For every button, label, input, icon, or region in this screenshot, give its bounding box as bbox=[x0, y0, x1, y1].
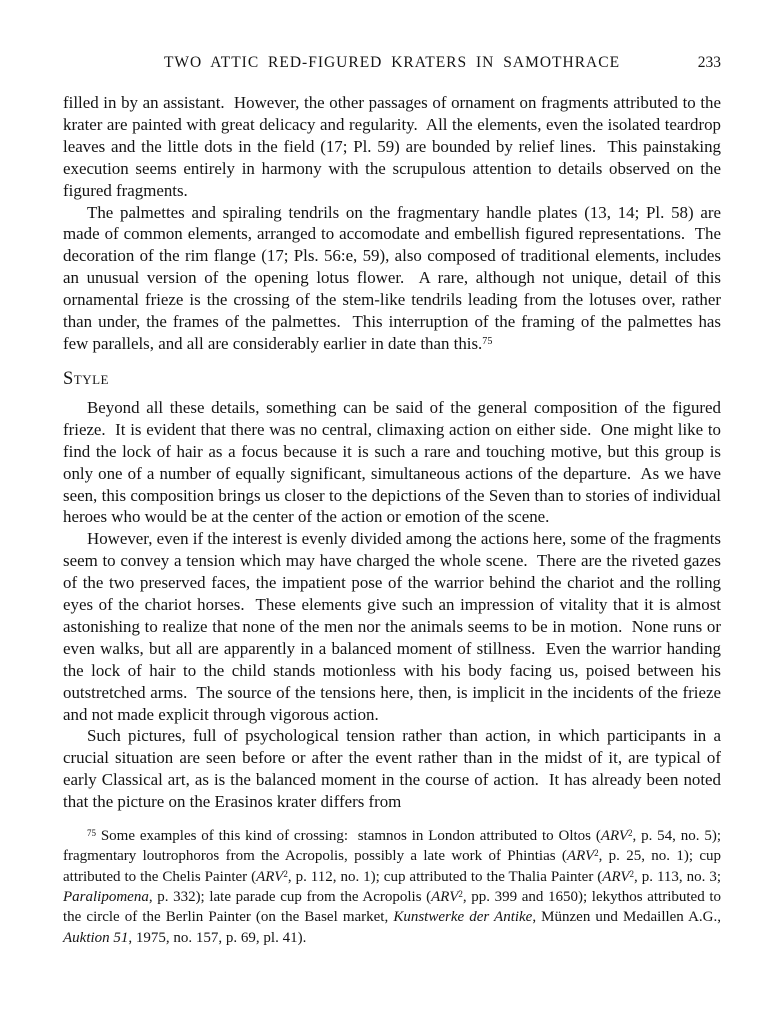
page-header bbox=[63, 54, 721, 72]
body-paragraph: However, even if the interest is evenly divided among the actions here, some of the fragments seem to convey a tension which may have charged the whole scene. There are the riveted gazes of the two preserved faces, the impatient pose of the warrior behind the chariot and the rolling eyes of the chariot horses. These elements give such an impression of vitality that it is almost astonishing to realize that none of the men nor the animals seems to be in motion. None runs or even walks, but all are apparently in a balanced moment of stillness. Even the warrior handing the lock of hair to the child stands motionless with his body facing us, poised between his outstretched arms. The source of the tensions here, then, is implicit in the incidents of the frieze and not made explicit through vigorous action. bbox=[63, 529, 726, 724]
body-paragraph: The palmettes and spiraling tendrils on the fragmentary handle plates (13, 14; Pl. 58) are made of common elements, arranged to accomodate and embellish figured representations. The decoration of the rim flange (17; Pls. 56:e, 59), also composed of traditional elements, includes an unusual version of the opening lotus flower. A rare, although not unique, detail of this ornamental frieze is the crossing of the stem-like tendrils leading from the lotuses over, rather than under, the frames of the palmettes. This interruption of the framing of the palmettes has few parallels, and all are considerably earlier in date than this.$^{75}$ bbox=[63, 202, 726, 353]
page-number: 233 bbox=[697, 54, 721, 71]
running-title: TWO ATTIC RED-FIGURED KRATERS IN SAMOTHRACE bbox=[163, 54, 621, 71]
body-paragraph: Beyond all these details, something can be said of the general composition of the figured frieze. It is evident that there was no central, climaxing action on either side. One might like to find the lock of hair as a focus because it is such a rare and touching motive, but this group is only one of a number of equally significant, simultaneous actions of the departure. As we have seen, this composition brings us closer to the depictions of the Seven than to stories of individual heroes who would be at the center of the action or emotion of the scene. bbox=[63, 397, 726, 527]
section-heading-style: Style bbox=[63, 368, 109, 389]
footnote: $^{75}$ Some examples of this kind of crossing: stamnos in London attributed to Oltos (ARV$^2$, p. 54, no. 5); fragmentary loutrophoros from the Acropolis, possibly a late work of Phintias (ARV$^2$, p. 25, no. 1); cup attributed to the Chelis Painter (ARV$^2$, p. 112, no. 1); cup attributed to the Thalia Painter (ARV$^2$, p. 113, no. 3; Paralipomena, p. 332); late parade cup from the Acropolis (ARV$^2$, pp. 399 and 1650); lekythos attributed to the circle of the Berlin Painter (on the Basel market, Kunstwerke der Antike, Münzen und Medaillen A.G., Auktion 51, 1975, no. 157, p. 69, pl. 41). bbox=[63, 828, 725, 946]
body-paragraph: Such pictures, full of psychological tension rather than action, in which participants in a crucial situation are seen before or after the event rather than in the midst of it, are typical of early Classical art, as is the balanced moment in the course of action. It has already been noted that the picture on the Erasinos krater differs from bbox=[63, 726, 726, 812]
body-paragraph: filled in by an assistant. However, the other passages of ornament on fragments attributed to the krater are painted with great delicacy and regularity. All the elements, even the isolated teardrop leaves and the little dots in the field (17; Pl. 59) are bounded by relief lines. This painstaking execution seems entirely in harmony with the scrupulous attention to details observed on the figured fragments. bbox=[63, 93, 726, 200]
